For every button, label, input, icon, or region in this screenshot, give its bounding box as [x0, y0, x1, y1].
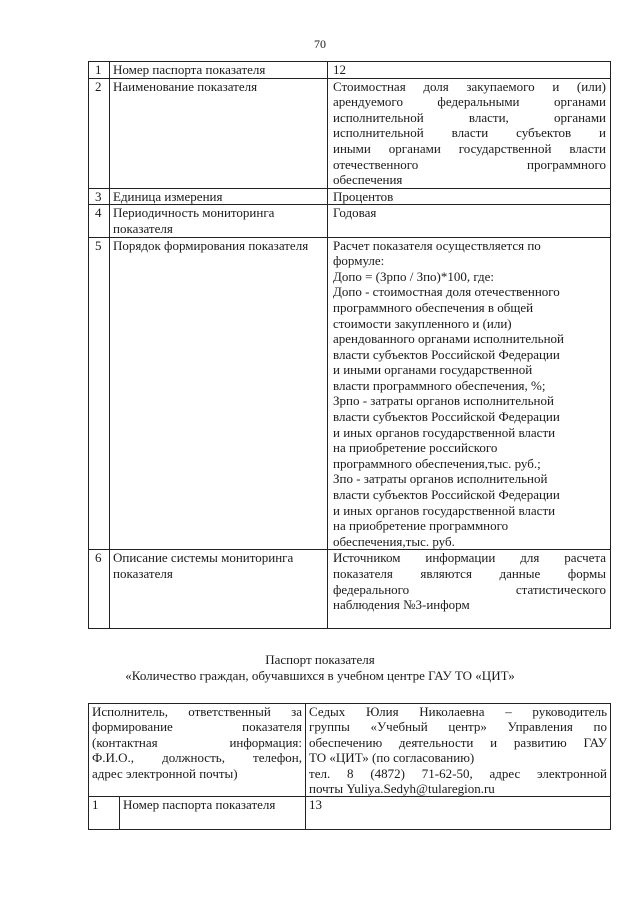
row-number: 6 [89, 550, 110, 629]
passport-title: Паспорт показателя [265, 652, 375, 667]
row-value: 13 [306, 797, 611, 830]
row-number: 1 [89, 797, 120, 830]
row-value: Процентов [328, 188, 611, 205]
row-label: Описание системы мониторинга показателя [110, 550, 328, 629]
row-number: 4 [89, 205, 110, 237]
row-label: Номер паспорта показателя [120, 797, 306, 830]
row-value: Расчет показателя осуществляется по формуле: Допо = (Зрпо / Зпо)*100, где: Допо - стоимостная доля отечественного программного обеспечения в общей стоимости закупленного и (или) арендованного органами исполнительной власти субъектов Российской Федерации и иными органами государственной власти программного обеспечения, %; Зрпо - затраты органов исполнительной власти субъектов Российской Федерации и иных органов государственной власти на приобретение российского программного обеспечения,тыс. руб.; Зпо - затраты органов исполнительной власти субъектов Российской Федерации и иных органов государственной власти на приобретение программного обеспечения,тыс. руб. [328, 237, 611, 550]
table-row [89, 188, 611, 205]
row-value: 12 [328, 62, 611, 79]
row-number: 1 [89, 62, 110, 79]
row-label: Номер паспорта показателя [110, 62, 328, 79]
table-row [89, 62, 611, 79]
table-row [89, 550, 611, 629]
row-value: Годовая [328, 205, 611, 237]
row-label: Единица измерения [110, 188, 328, 205]
row-value: Источником информации для расчета показателя являются данные формы федерального статистического наблюдения №3-информ [328, 550, 611, 629]
table-row [89, 704, 611, 797]
row-label: Периодичность мониторинга показателя [110, 205, 328, 237]
table-row [89, 78, 611, 188]
table-row [89, 205, 611, 237]
row-number: 2 [89, 78, 110, 188]
table-row [89, 797, 611, 830]
executor-value: Седых Юлия Николаевна – руководитель группы «Учебный центр» Управления по обеспечению деятельности и развитию ГАУ ТО «ЦИТ» (по согласованию) тел. 8 (4872) 71-62-50, адрес электронной почты Yuliya.Sedyh@tularegion.ru [306, 704, 611, 797]
table-row [89, 237, 611, 550]
page-number: 70 [314, 37, 326, 51]
row-label: Наименование показателя [110, 78, 328, 188]
passport-subtitle: «Количество граждан, обучавшихся в учебном центре ГАУ ТО «ЦИТ» [125, 668, 515, 683]
row-number: 3 [89, 188, 110, 205]
row-number: 5 [89, 237, 110, 550]
row-label: Порядок формирования показателя [110, 237, 328, 550]
indicator-passport-table-13 [88, 703, 611, 830]
executor-label: Исполнитель, ответственный за формирование показателя (контактная информация: Ф.И.О., должность, телефон, адрес электронной почты) [89, 704, 306, 797]
indicator-passport-table-12 [88, 61, 611, 629]
row-value: Стоимостная доля закупаемого и (или) арендуемого федеральными органами исполнительной власти, органами исполнительной власти субъектов и иными органами государственной власти отечественного программного обеспечения [328, 78, 611, 188]
